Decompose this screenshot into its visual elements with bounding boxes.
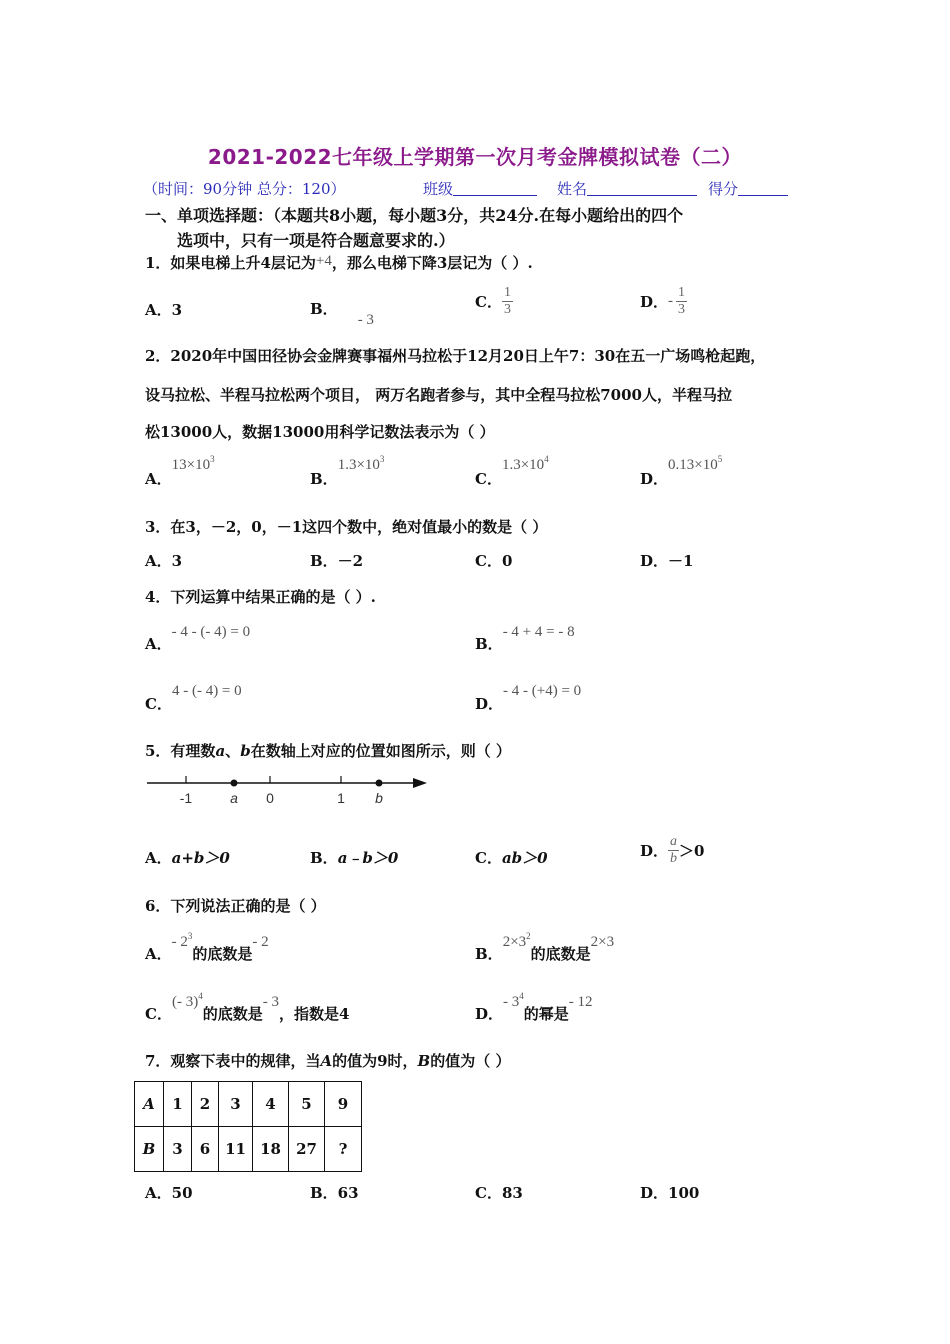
q5-option-a[interactable]: A．a+b＞0 (145, 849, 230, 867)
table-cell: 11 (219, 1127, 253, 1172)
tick-label: 1 (337, 790, 345, 806)
q1-option-d[interactable]: D．- $\frac{1}{3}$ (640, 285, 686, 317)
score-blank[interactable] (738, 181, 788, 196)
table-cell: 3 (164, 1127, 192, 1172)
q1-option-a[interactable]: A．3 (145, 301, 183, 319)
q2-option-c[interactable]: C．$1.3\times 10^4$ (475, 454, 549, 488)
table-cell: ? (325, 1127, 362, 1172)
class-blank[interactable] (453, 181, 537, 196)
score-field[interactable] (708, 178, 788, 199)
score-label: 得分 (708, 180, 739, 198)
q7-option-c[interactable]: C．83 (475, 1184, 523, 1202)
name-field[interactable] (557, 178, 697, 199)
point-a-dot (231, 780, 238, 787)
time-score-info: （时间：90分钟 总分：120） (143, 180, 346, 198)
q3-option-a[interactable]: A．3 (145, 552, 183, 570)
table-cell: 5 (289, 1082, 325, 1127)
q4-stem: 4．下列运算中结果正确的是（ ）. (145, 588, 376, 606)
q6-option-a[interactable]: A．- $2^3$的底数是- 2 (145, 931, 269, 963)
q3-option-d[interactable]: D．－1 (640, 552, 694, 570)
q1-option-b[interactable]: B．- 3 (310, 300, 374, 328)
q5-option-b[interactable]: B．a﹣b＞0 (310, 849, 399, 867)
class-field[interactable] (423, 178, 537, 199)
q1-stem: 1．如果电梯上升4层记为+4，那么电梯下降3层记为（ ）. (145, 253, 533, 272)
name-label: 姓名 (557, 180, 588, 198)
q7-option-a[interactable]: A．50 (145, 1184, 193, 1202)
table-cell: B (135, 1127, 164, 1172)
number-line-arrow-icon (413, 778, 427, 788)
number-line-figure (145, 770, 435, 810)
q5-option-c[interactable]: C．ab＞0 (475, 849, 548, 867)
q4-option-b[interactable]: B．- 4 + 4 = - 8 (475, 624, 575, 653)
section1-line1: 一、单项选择题：（本题共8小题，每小题3分，共24分.在每小题给出的四个 (145, 206, 684, 225)
q4-option-d[interactable]: D．- 4 - (+4) = 0 (475, 683, 582, 713)
tick-label: b (375, 790, 383, 806)
q2-line1: 2．2020年中国田径协会金牌赛事福州马拉松于12月20日上午7：30在五一广场鸣枪起跑， (145, 347, 766, 365)
q7-option-d[interactable]: D．100 (640, 1184, 700, 1202)
tick-label: a (230, 790, 238, 806)
point-b-dot (376, 780, 383, 787)
table-cell: 4 (253, 1082, 289, 1127)
table-cell: 6 (192, 1127, 219, 1172)
table-cell: 2 (192, 1082, 219, 1127)
q3-stem: 3．在3，－2，0，－1这四个数中，绝对值最小的数是（ ） (145, 518, 548, 536)
q2-option-b[interactable]: B．$1.3\times 10^3$ (310, 454, 385, 488)
q3-option-b[interactable]: B．－2 (310, 552, 364, 570)
table-row (135, 1082, 362, 1127)
table-cell: 18 (253, 1127, 289, 1172)
q1-option-c[interactable]: C． $\frac{1}{3}$ (475, 285, 511, 317)
page-title: 2021-2022七年级上学期第一次月考金牌模拟试卷（二） (207, 145, 743, 169)
tick-label: 0 (266, 790, 274, 806)
q2-line3: 松13000人，数据13000用科学记数法表示为（ ） (145, 423, 495, 441)
tick-label: -1 (179, 790, 193, 806)
table-cell: 3 (219, 1082, 253, 1127)
table-cell: 9 (325, 1082, 362, 1127)
q2-option-d[interactable]: D．$0.13\times 10^5$ (640, 454, 723, 488)
q6-option-c[interactable]: C．(- 3)$^4$的底数是- 3，指数是4 (145, 991, 350, 1023)
table-cell: A (135, 1082, 164, 1127)
table-row (135, 1127, 362, 1172)
q2-line2: 设马拉松、半程马拉松两个项目， 两万名跑者参与，其中全程马拉松7000人，半程马拉 (145, 386, 732, 404)
table-cell: 1 (164, 1082, 192, 1127)
q7-stem: 7．观察下表中的规律，当A的值为9时，B的值为（ ） (145, 1052, 511, 1070)
q4-option-a[interactable]: A．- 4 - (- 4) = 0 (145, 624, 251, 653)
class-label: 班级 (423, 180, 454, 198)
q5-stem: 5．有理数a、b在数轴上对应的位置如图所示，则（ ） (145, 742, 511, 760)
q4-option-c[interactable]: C．4 - (- 4) = 0 (145, 683, 242, 713)
q6-stem: 6．下列说法正确的是（ ） (145, 897, 326, 915)
q6-option-d[interactable]: D．- $3^4$的幂是- 12 (475, 991, 593, 1023)
q2-option-a[interactable]: A．$13\times 10^3$ (145, 454, 215, 488)
q5-option-d[interactable]: D． $\frac{a}{b}$ ＞0 (640, 834, 705, 866)
name-blank[interactable] (587, 181, 697, 196)
q7-table (134, 1081, 362, 1172)
section1-line2: 选项中，只有一项是符合题意要求的.） (177, 231, 455, 250)
q3-option-c[interactable]: C．0 (475, 552, 513, 570)
table-cell: 27 (289, 1127, 325, 1172)
q7-option-b[interactable]: B．63 (310, 1184, 359, 1202)
q6-option-b[interactable]: B．$2\times 3^2$的底数是2×3 (475, 931, 615, 963)
